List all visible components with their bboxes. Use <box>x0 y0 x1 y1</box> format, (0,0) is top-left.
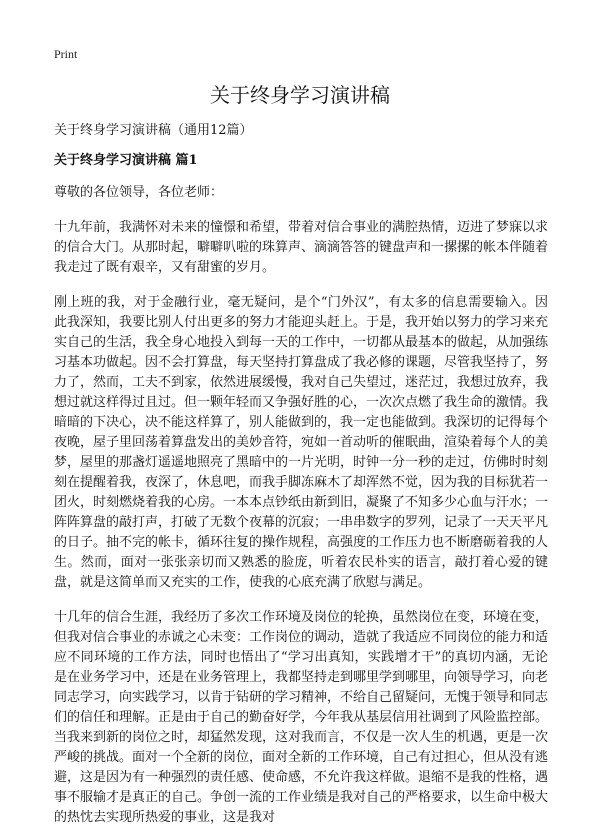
document-subtitle: 关于终身学习演讲稿（通用12篇） <box>54 123 253 138</box>
body-paragraph: 刚上班的我，对于金融行业，毫无疑问，是个“门外汉”，有太多的信息需要输入。因此我深知，我要比别人付出更多的努力才能迎头赶上。于是，我开始以努力的学习来充实自己的生活，我全身心地投入到每一天的工作中，一切都从最基本的做起，从加强练习基本功做起。因不会打算盘，每天坚持打算盘成了我必修的课题，尽管我坚持了，努力了，然而，工夫不到家，依然进展缓慢，我对自己失望过，迷茫过，我想过放弃，我想过就这样得过且过。但一颗年轻而又争强好胜的心，一次次点燃了我生命的激情。我暗暗的下决心，决不能这样算了，别人能做到的，我一定也能做到。我深切的记得每个夜晚，屋子里回荡着算盘发出的美妙音符，宛如一首动听的催眠曲，渲染着每个人的美梦，屋里的那盏灯遥遥地照亮了黑暗中的一片光明，时钟一分一秒的走过，仿佛时时刻刻在提醒着我，夜深了，休息吧，而我手脚冻麻木了却浑然不觉，因为我的目标犹若一团火，时刻燃烧着我的心房。一本本点钞纸由新到旧，凝聚了不知多少心血与汗水；一阵阵算盘的敲打声，打破了无数个夜幕的沉寂；一串串数字的罗列，记录了一天天平凡的日子。抽不完的帐卡，循环往复的操作规程，高强度的工作压力也不断磨砺着我的人生。然而，面对一张张亲切而又熟悉的脸庞，听着农民朴实的语言，敲打着心爱的键盘，就是这简单而又充实的工作，使我的心底充满了欣慰与满足。 <box>54 295 549 590</box>
document-title: 关于终身学习演讲稿 <box>210 83 390 107</box>
salutation-paragraph: 尊敬的各位领导，各位老师： <box>54 185 224 200</box>
body-paragraph: 十几年的信合生涯，我经历了多次工作环境及岗位的轮换，虽然岗位在变，环境在变，但我对信合事业的赤诚之心未变：工作岗位的调动，造就了我适应不同岗位的能力和适应不同环境的工作方法，同时也悟出了“学习出真知，实践增才干”的真切内涵，无论是在业务学习中，还是在业务管理上，我都坚持走到哪里学到哪里，向领导学习，向老同志学习，向实践学习，以肯于钻研的学习精神，不给自己留疑问，无愧于领导和同志们的信任和理解。正是由于自己的勤奋好学，今年我从基层信用社调到了风险监控部。当我来到新的岗位之时，却猛然发现，这对我而言，不仅是一次人生的机遇，更是一次严峻的挑战。面对一个全新的岗位，面对全新的工作环境，自己有过担心，但从没有逃避，这是因为有一种强烈的责任感、使命感，不允许我这样做。退缩不是我的性格，遇事不服输才是真正的自己。争创一流的工作业绩是我对自己的严格要求，以生命中极大的热忱去实现所热爱的事业，这是我对 <box>54 610 549 825</box>
body-paragraph: 十九年前，我满怀对未来的憧憬和希望，带着对信合事业的满腔热情，迈进了梦寐以求的信合大门。从那时起，噼噼叭啦的珠算声、滴滴答答的键盘声和一摞摞的帐本伴随着我走过了既有艰辛，又有甜蜜的岁月。 <box>54 220 549 275</box>
print-link[interactable]: Print <box>54 47 78 61</box>
document-body <box>54 121 548 828</box>
section-heading: 关于终身学习演讲稿 篇1 <box>54 153 198 168</box>
